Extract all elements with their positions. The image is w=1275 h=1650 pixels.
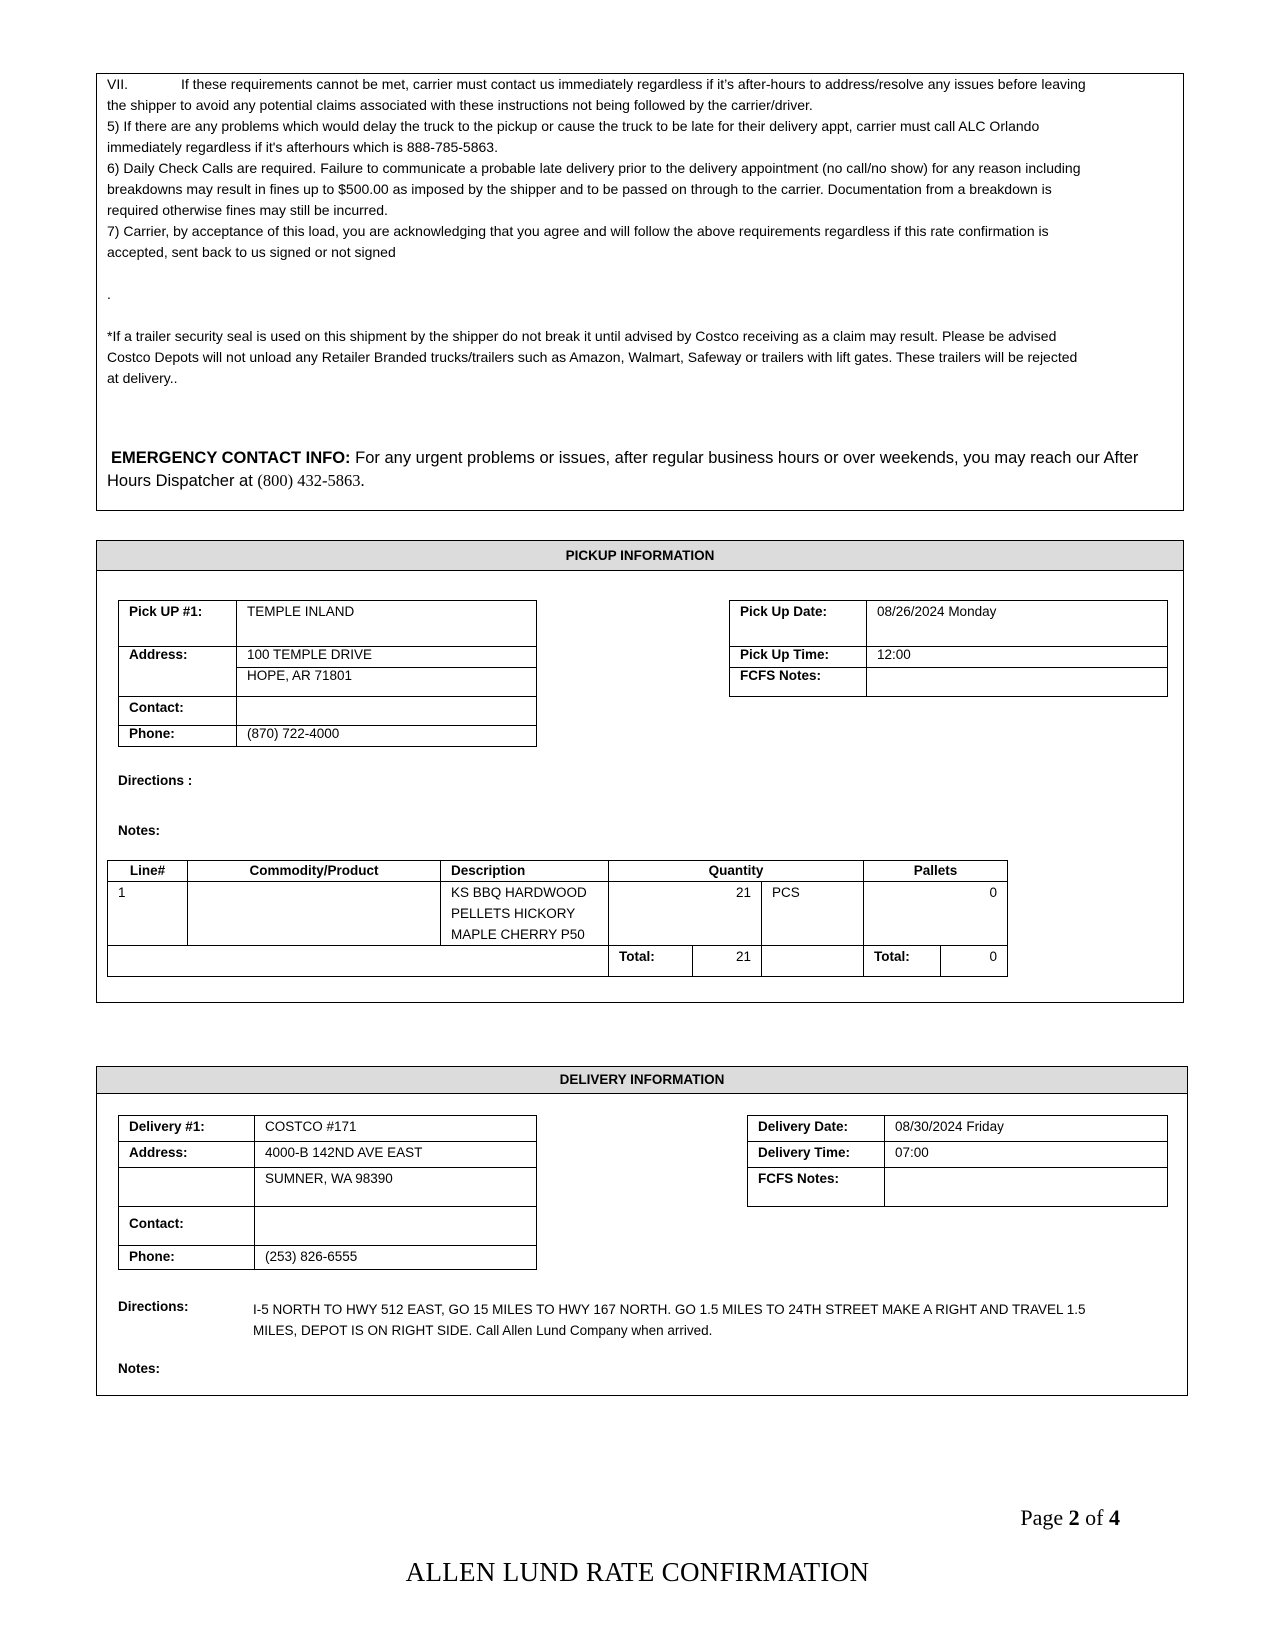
page-prefix: Page	[1020, 1505, 1064, 1530]
item-pallets: 0	[864, 882, 1008, 946]
delivery-number-label: Delivery #1:	[119, 1116, 255, 1142]
items-total-pallets: 0	[941, 946, 1008, 977]
emergency-contact-label: EMERGENCY CONTACT INFO:	[111, 449, 351, 467]
table-row	[108, 882, 1008, 946]
term-7-line1: 7) Carrier, by acceptance of this load, you are acknowledging that you agree and will follow the above requirements regardless if this rate confirmation is	[107, 223, 1049, 239]
term-6-line3: required otherwise fines may still be incurred.	[107, 202, 388, 218]
seal-note-line1: *If a trailer security seal is used on this shipment by the shipper do not break it until advised by Costco receiving as a claim may result. Please be advised	[107, 328, 1057, 344]
pickup-address-line2: HOPE, AR 71801	[237, 668, 537, 697]
emergency-contact-text2: Hours Dispatcher at	[107, 472, 253, 490]
term-vii-number: VII.	[107, 76, 129, 92]
item-commodity	[188, 882, 441, 946]
seal-note-line3: at delivery..	[107, 370, 178, 386]
items-header-description: Description	[441, 861, 609, 882]
term-6-line2: breakdowns may result in fines up to $500.00 as imposed by the shipper and to be passed on through to the carrier. Documentation from a breakdown is	[107, 181, 1052, 197]
item-description	[441, 882, 609, 946]
delivery-directions-label: Directions:	[118, 1299, 189, 1314]
delivery-address-blank	[119, 1168, 255, 1207]
delivery-phone-value: (253) 826-6555	[255, 1246, 537, 1270]
pickup-time-label: Pick Up Time:	[730, 647, 867, 668]
delivery-address-line1: 4000-B 142ND AVE EAST	[255, 1142, 537, 1168]
pickup-fcfs-value	[867, 668, 1168, 697]
page-number	[1020, 1505, 1120, 1531]
pickup-fcfs-label: FCFS Notes:	[730, 668, 867, 697]
pickup-date-label: Pick Up Date:	[730, 601, 867, 647]
pickup-phone-label: Phone:	[119, 726, 237, 747]
term-6-line1: 6) Daily Check Calls are required. Failure to communicate a probable late delivery prior to the delivery appointment (no call/no show) for any reason including	[107, 160, 1081, 176]
delivery-time-value: 07:00	[885, 1142, 1168, 1168]
term-dot: .	[107, 286, 111, 302]
delivery-notes-label: Notes:	[118, 1361, 161, 1376]
delivery-phone-label: Phone:	[119, 1246, 255, 1270]
pickup-address-line1: 100 TEMPLE DRIVE	[237, 647, 537, 668]
page-total: 4	[1109, 1505, 1120, 1530]
delivery-section	[96, 1066, 1188, 1396]
page-of: of	[1085, 1505, 1104, 1530]
delivery-date-value: 08/30/2024 Friday	[885, 1116, 1168, 1142]
term-vii-text: If these requirements cannot be met, carrier must contact us immediately regardless if it’s after-hours to address/resolve any issues before leaving	[181, 76, 1086, 92]
items-header-line: Line#	[108, 861, 188, 882]
emergency-contact-line1	[107, 446, 1173, 470]
pickup-notes-label: Notes:	[118, 823, 161, 838]
pickup-location-table	[118, 600, 537, 747]
page-current: 2	[1068, 1505, 1080, 1530]
items-header-commodity: Commodity/Product	[188, 861, 441, 882]
delivery-time-label: Delivery Time:	[748, 1142, 885, 1168]
item-quantity: 21	[609, 882, 762, 946]
item-description-line2: PELLETS HICKORY	[451, 906, 576, 921]
delivery-address-label: Address:	[119, 1142, 255, 1168]
delivery-fcfs-label: FCFS Notes:	[748, 1168, 885, 1207]
pickup-number-value: TEMPLE INLAND	[237, 601, 537, 647]
pickup-date-value: 08/26/2024 Monday	[867, 601, 1168, 647]
emergency-contact-text: For any urgent problems or issues, after regular business hours or over weekends, you may reach our After	[355, 449, 1139, 467]
term-5-line2: immediately regardless if it's afterhours which is 888-785-5863.	[107, 139, 498, 155]
seal-note-line2: Costco Depots will not unload any Retailer Branded trucks/trailers such as Amazon, Walmart, Safeway or trailers with lift gates. These trailers will be rejected	[107, 349, 1078, 365]
item-description-line3: MAPLE CHERRY P50	[451, 927, 585, 942]
items-total-quantity: 21	[692, 946, 761, 977]
items-total-spacer	[108, 946, 609, 977]
delivery-contact-value	[255, 1207, 537, 1246]
pickup-items-table	[107, 860, 1008, 977]
delivery-schedule-table	[747, 1115, 1168, 1207]
pickup-section-header: PICKUP INFORMATION	[97, 541, 1183, 571]
items-header-pallets: Pallets	[864, 861, 1008, 882]
item-line-number: 1	[108, 882, 188, 946]
term-5-line1: 5) If there are any problems which would delay the truck to the pickup or cause the truck to be late for their delivery appt, carrier must call ALC Orlando	[107, 118, 1040, 134]
term-7-line2: accepted, sent back to us signed or not signed	[107, 244, 396, 260]
items-header-quantity: Quantity	[609, 861, 864, 882]
pickup-directions-label: Directions :	[118, 773, 193, 788]
pickup-time-value: 12:00	[867, 647, 1168, 668]
item-unit: PCS	[761, 882, 863, 946]
delivery-directions-text	[253, 1299, 1086, 1341]
delivery-section-header: DELIVERY INFORMATION	[97, 1067, 1187, 1094]
delivery-fcfs-value	[885, 1168, 1168, 1207]
delivery-location-table	[118, 1115, 537, 1270]
pickup-section	[96, 540, 1184, 1003]
items-total-pallets-label: Total:	[864, 946, 941, 977]
pickup-schedule-table	[729, 600, 1168, 697]
term-vii-cont: the shipper to avoid any potential claims associated with these instructions not being followed by the carrier/driver.	[107, 97, 813, 113]
emergency-phone: (800) 432-5863.	[257, 471, 365, 490]
document-title: ALLEN LUND RATE CONFIRMATION	[405, 1557, 870, 1587]
delivery-date-label: Delivery Date:	[748, 1116, 885, 1142]
terms-box	[96, 73, 1184, 511]
pickup-address-blank	[119, 668, 237, 697]
pickup-number-label: Pick UP #1:	[119, 601, 237, 647]
items-total-quantity-label: Total:	[609, 946, 693, 977]
delivery-directions-line2: MILES, DEPOT IS ON RIGHT SIDE. Call Allen Lund Company when arrived.	[253, 1323, 713, 1338]
delivery-number-value: COSTCO #171	[255, 1116, 537, 1142]
emergency-contact-line2	[107, 469, 1173, 493]
pickup-phone-value: (870) 722-4000	[237, 726, 537, 747]
delivery-address-line2: SUMNER, WA 98390	[255, 1168, 537, 1207]
items-total-unit-blank	[761, 946, 863, 977]
pickup-contact-label: Contact:	[119, 697, 237, 726]
delivery-directions-line1: I-5 NORTH TO HWY 512 EAST, GO 15 MILES TO HWY 167 NORTH. GO 1.5 MILES TO 24TH STREET MAKE A RIGHT AND TRAVEL 1.5	[253, 1302, 1086, 1317]
item-description-line1: KS BBQ HARDWOOD	[451, 885, 587, 900]
pickup-contact-value	[237, 697, 537, 726]
term-vii	[107, 74, 1173, 95]
pickup-address-label: Address:	[119, 647, 237, 668]
delivery-contact-label: Contact:	[119, 1207, 255, 1246]
